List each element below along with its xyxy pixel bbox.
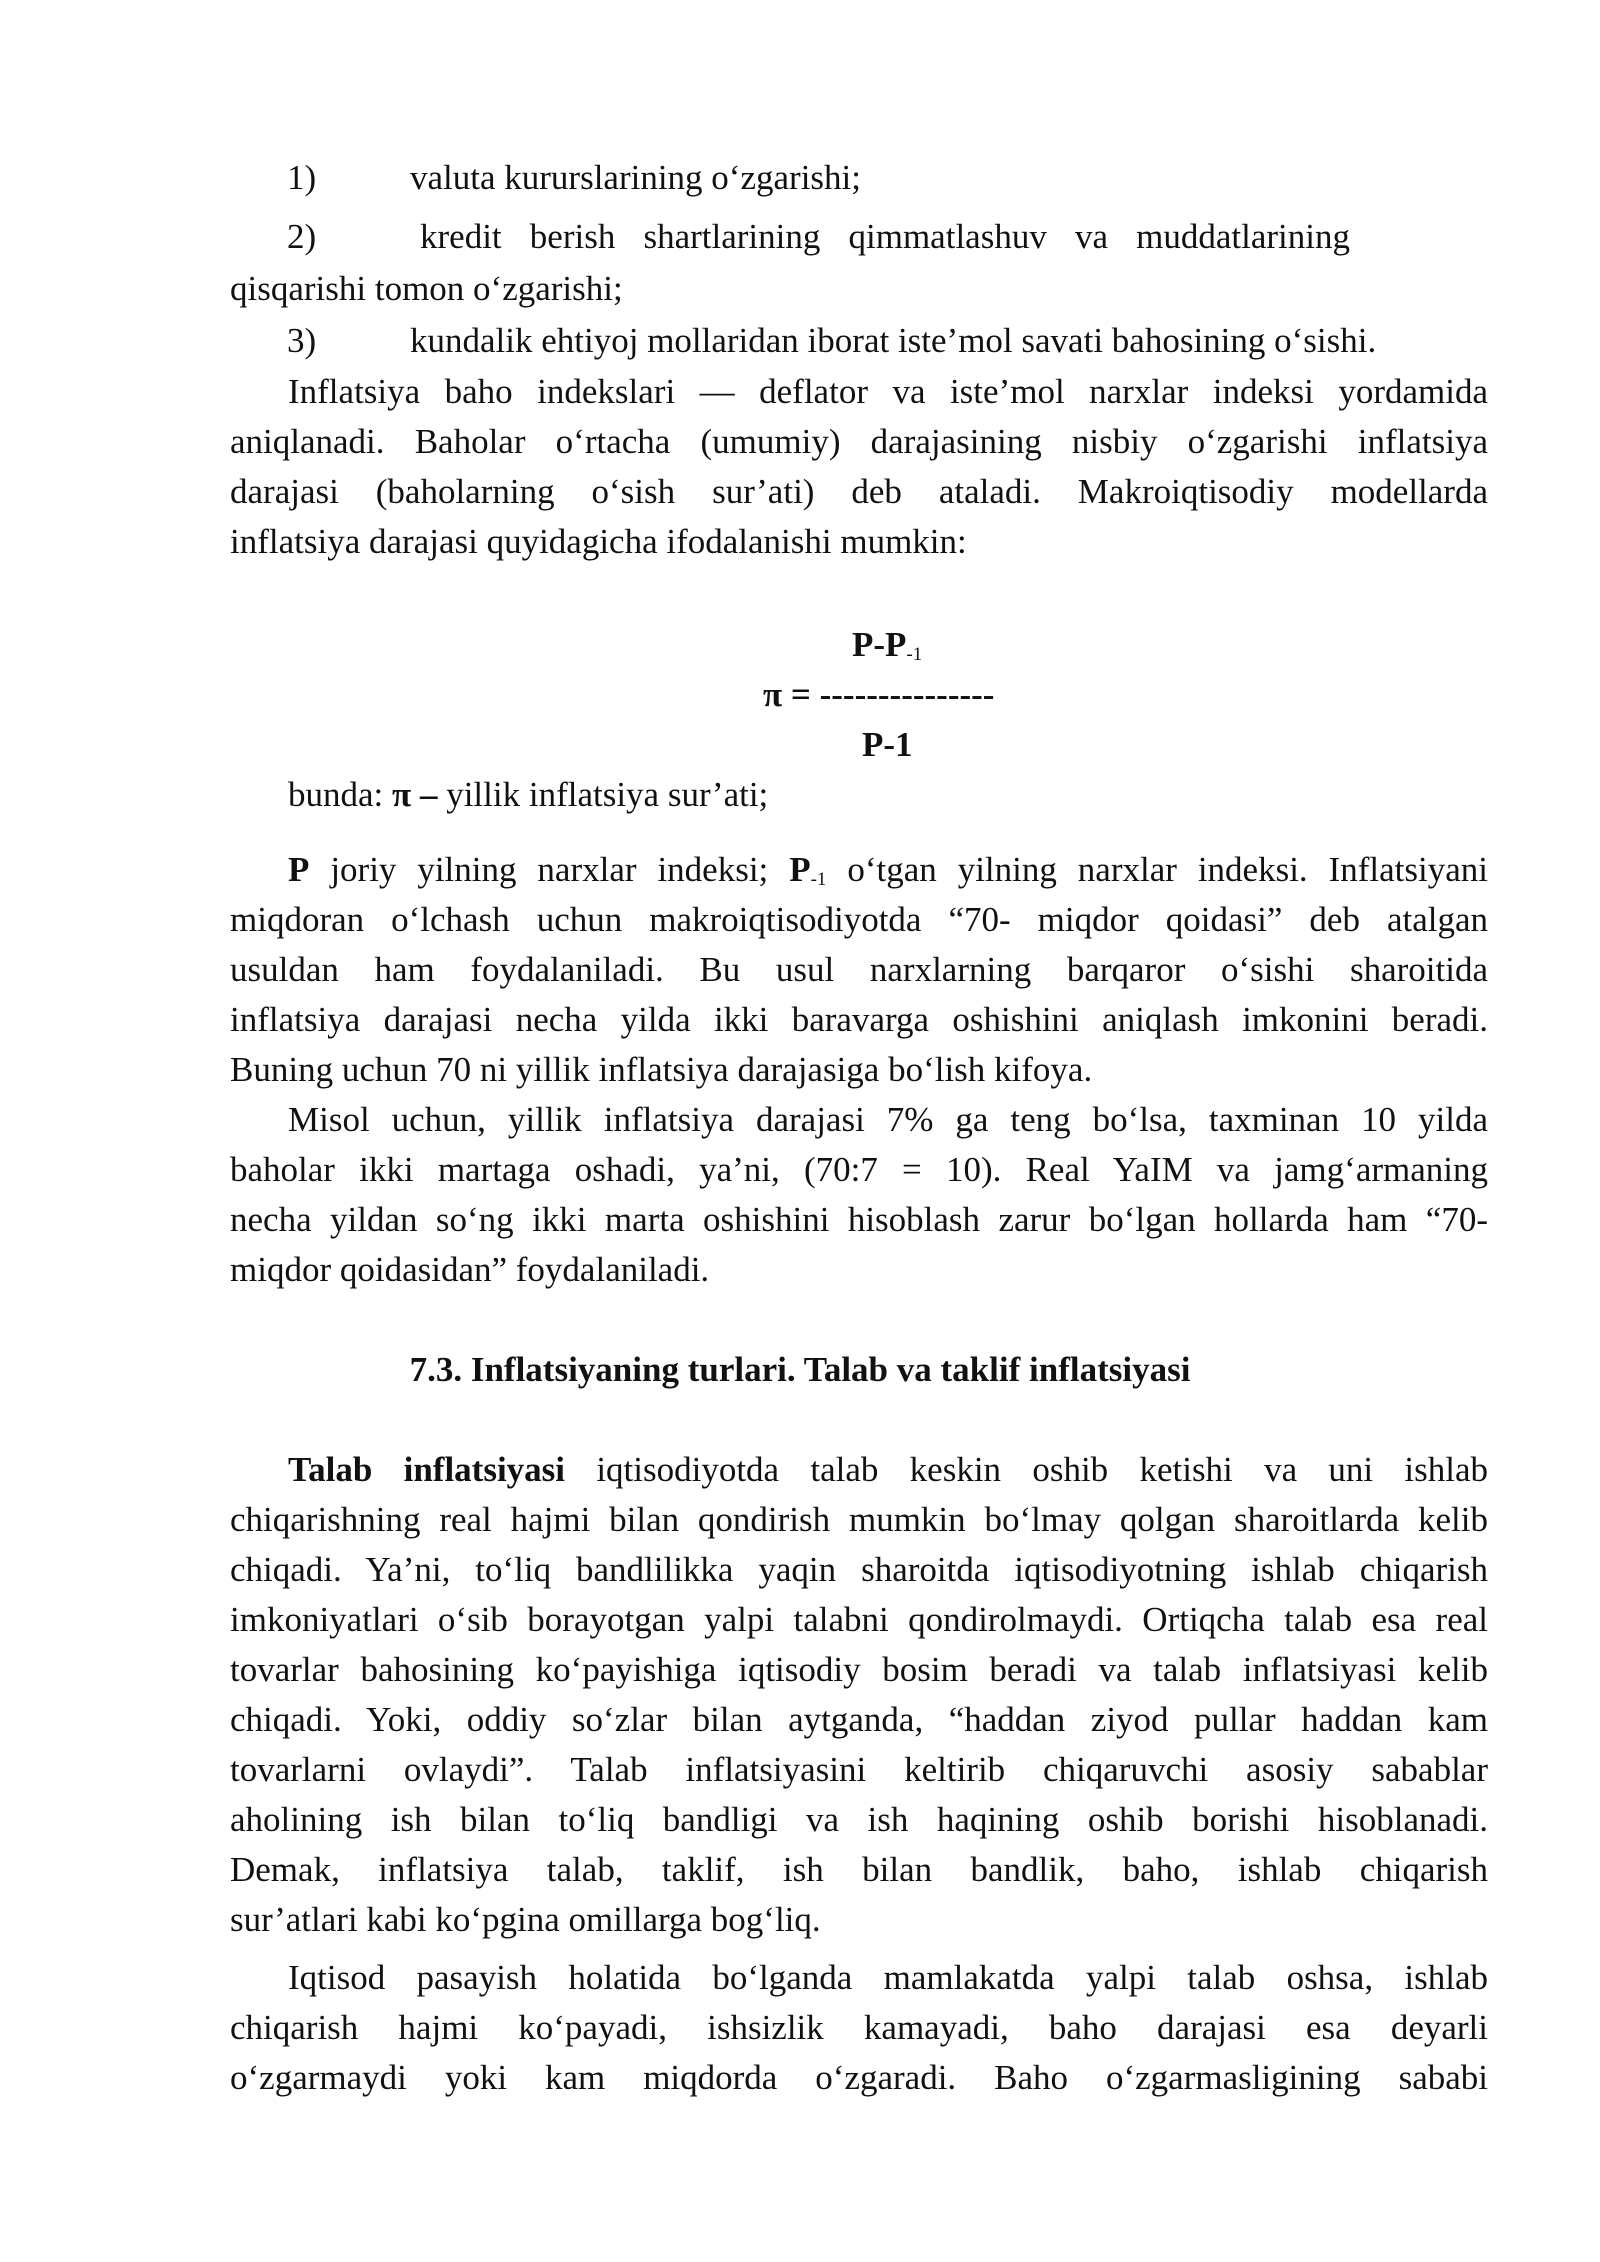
paragraph-line: inflatsiya darajasi quyidagicha ifodalanishi mumkin:	[230, 522, 967, 561]
paragraph-line: Misol uchun, yillik inflatsiya darajasi 7% ga teng bo‘lsa, taxminan 10 yilda	[288, 1100, 1488, 1139]
paragraph-line: o‘zgarmaydi yoki kam miqdorda o‘zgaradi. Baho o‘zgarmasligining sababi	[230, 2058, 1488, 2097]
paragraph-line: necha yildan so‘ng ikki marta oshishini hisoblash zarur bo‘lgan hollarda ham “70-	[230, 1200, 1488, 1239]
list-item-text: valuta kururslarining o‘zgarishi;	[410, 158, 861, 197]
paragraph-line: tovarlarni ovlaydi”. Talab inflatsiyasini keltirib chiqaruvchi asosiy sabablar	[230, 1750, 1488, 1789]
formula-fraction-line: π = ---------------	[763, 675, 995, 714]
paragraph-line: chiqarishning real hajmi bilan qondirish mumkin bo‘lmay qolgan sharoitlarda kelib	[230, 1500, 1488, 1539]
section-heading: 7.3. Inflatsiyaning turlari. Talab va taklif inflatsiyasi	[409, 1350, 1191, 1389]
paragraph-line: imkoniyatlari o‘sib borayotgan yalpi talabni qondirolmaydi. Ortiqcha talab esa real	[230, 1600, 1488, 1639]
paragraph-line: chiqadi. Ya’ni, to‘liq bandlilikka yaqin sharoitda iqtisodiyotning ishlab chiqarish	[230, 1550, 1488, 1589]
list-item-text: kundalik ehtiyoj mollaridan iborat iste’mol savati bahosining o‘sishi.	[410, 321, 1377, 360]
paragraph-line: inflatsiya darajasi necha yilda ikki baravarga oshishini aniqlash imkonini beradi.	[230, 1000, 1488, 1039]
paragraph-line: miqdor qoidasidan” foydalaniladi.	[230, 1250, 710, 1289]
paragraph-line: tovarlar bahosining ko‘payishiga iqtisodiy bosim beradi va talab inflatsiyasi kelib	[230, 1650, 1488, 1689]
paragraph-line: Buning uchun 70 ni yillik inflatsiya darajasiga bo‘lish kifoya.	[230, 1050, 1093, 1089]
list-number: 2)	[287, 217, 317, 256]
formula-explanation: bunda: π – yillik inflatsiya sur’ati;	[288, 775, 769, 814]
paragraph-line: aniqlanadi. Baholar o‘rtacha (umumiy) darajasining nisbiy o‘zgarishi inflatsiya	[230, 422, 1488, 461]
paragraph-line: darajasi (baholarning o‘sish sur’ati) deb ataladi. Makroiqtisodiy modellarda	[230, 472, 1488, 511]
paragraph-line: Iqtisod pasayish holatida bo‘lganda mamlakatda yalpi talab oshsa, ishlab	[288, 1958, 1488, 1997]
paragraph-line: chiqadi. Yoki, oddiy so‘zlar bilan aytganda, “haddan ziyod pullar haddan kam	[230, 1700, 1488, 1739]
paragraph-line: P joriy yilning narxlar indeksi; $P_{-1}$ o‘tgan yilning narxlar indeksi. Inflatsiyani	[288, 850, 1488, 890]
paragraph-line: Demak, inflatsiya talab, taklif, ish bilan bandlik, baho, ishlab chiqarish	[230, 1850, 1488, 1889]
formula-denominator: P-1	[862, 725, 913, 764]
paragraph-line: Talab inflatsiyasi iqtisodiyotda talab keskin oshib ketishi va uni ishlab	[288, 1450, 1488, 1489]
paragraph-line: sur’atlari kabi ko‘pgina omillarga bog‘liq.	[230, 1900, 821, 1939]
paragraph-line: aholining ish bilan to‘liq bandligi va ish haqining oshib borishi hisoblanadi.	[230, 1800, 1488, 1839]
paragraph-line: Inflatsiya baho indekslari — deflator va iste’mol narxlar indeksi yordamida	[288, 372, 1488, 411]
paragraph-line: baholar ikki martaga oshadi, ya’ni, (70:7 = 10). Real YaIM va jamg‘armaning	[230, 1150, 1488, 1189]
list-number: 3)	[287, 321, 317, 360]
paragraph-line: miqdoran o‘lchash uchun makroiqtisodiyotda “70- miqdor qoidasi” deb atalgan	[230, 900, 1488, 939]
formula-numerator: $P-P_{-1}$	[852, 625, 923, 665]
list-item-continuation: qisqarishi tomon o‘zgarishi;	[230, 269, 623, 308]
list-item-text: kredit berish shartlarining qimmatlashuv va muddatlarining	[420, 217, 1350, 256]
paragraph-line: usuldan ham foydalaniladi. Bu usul narxlarning barqaror o‘sishi sharoitida	[230, 950, 1488, 989]
paragraph-line: chiqarish hajmi ko‘payadi, ishsizlik kamayadi, baho darajasi esa deyarli	[230, 2008, 1488, 2047]
list-number: 1)	[287, 158, 317, 197]
